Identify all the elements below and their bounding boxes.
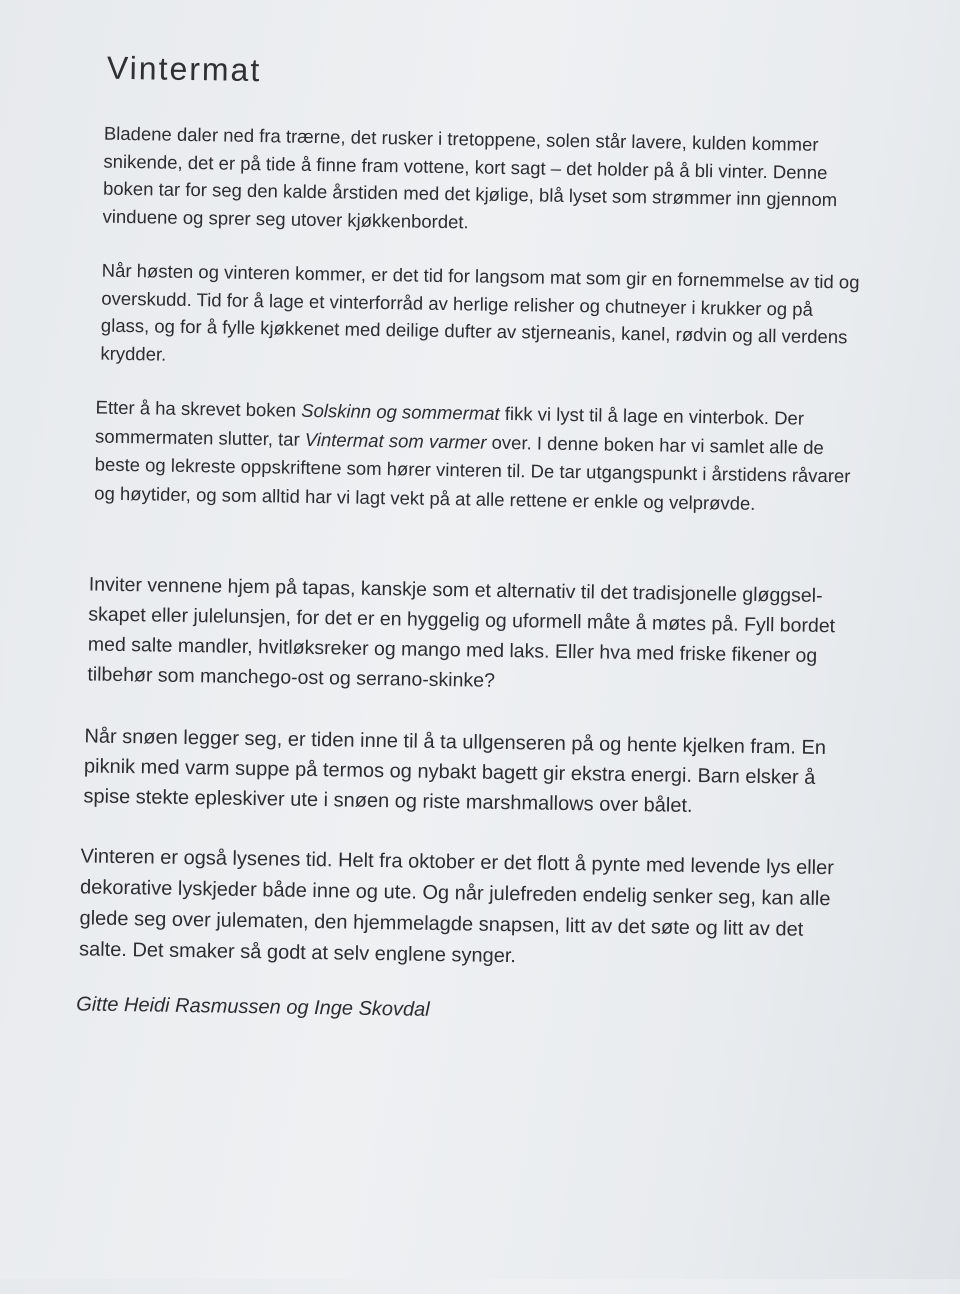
author-signature: Gitte Heidi Rasmussen og Inge Skovdal (76, 993, 430, 1021)
paragraph-text: over. I denne boken har vi samlet alle de beste og lekreste oppskriftene som hører vinteren til. De tar utgangspunkt i årstidens råvarer og høytider, og som alltid har vi lagt vekt på at alle rettene er enkle og velprøvde. (94, 431, 851, 514)
paragraph-slow-food: Når høsten og vinteren kommer, er det tid for langsom mat som gir en fornemmelse av tid og overskudd. Tid for å lage et vinterforråd av herlige relisher og chutneyer i krukker og på glass, og for å fylle kjøkkenet med deilige dufter av stjerneanis, kanel, rødvin og all verdens krydder. (100, 259, 860, 365)
paragraph-intro: Bladene daler ned fra trærne, det rusker i tretoppene, solen står lavere, kulden kommer snikende, det er på tide å finne fram vottene, kort sagt – det holder på å bli vinter. Denne boken tar for seg den kalde årstiden med det kjølige, blå lyset som strømmer inn gjennom vinduene og sprer seg utover kjøkkenbordet. (102, 122, 838, 232)
paragraph-text: fikk vi lyst til å lage en vinterbok. Der sommermaten slutter, tar (95, 402, 805, 450)
page-title: Vintermat (106, 49, 262, 89)
paragraph-snow: Når snøen legger seg, er tiden inne til å ta ullgenseren på og hente kjelken fram. En piknik med varm suppe på termos og nybakt bagett gir ekstra energi. Barn elsker å spise stekte epleskiver ute i snøen og riste marshmallows over bålet. (83, 725, 827, 817)
book-title-summer: Solskinn og sommermat (301, 399, 500, 424)
book-title-winter: Vintermat som varmer (304, 428, 487, 453)
paragraph-lights: Vinteren er også lysenes tid. Helt fra oktober er det flott å pynte med levende lys eller dekorative lyskjeder både inne og ute. Og når julefreden endelig senker seg, kan alle glede seg over julematen, den hjemmelagde snapsen, litt av det søte og litt av det salte. Det smaker så godt at selv englene synger. (78, 845, 835, 968)
paragraph-tapas: Inviter vennene hjem på tapas, kanskje som et alternativ til det tradisjonelle gløggsel-skapet eller julelunsjen, for det er en hyggelig og uformell måte å møtes på. Fyll bordet med salte mandler, hvitløksreker og mango med laks. Eller hva med friske fikener og tilbehør som manchego-ost og serrano-skinke? (87, 573, 836, 692)
paragraph-about-book (94, 394, 856, 520)
paragraph-text: Etter å ha skrevet boken (95, 396, 302, 421)
